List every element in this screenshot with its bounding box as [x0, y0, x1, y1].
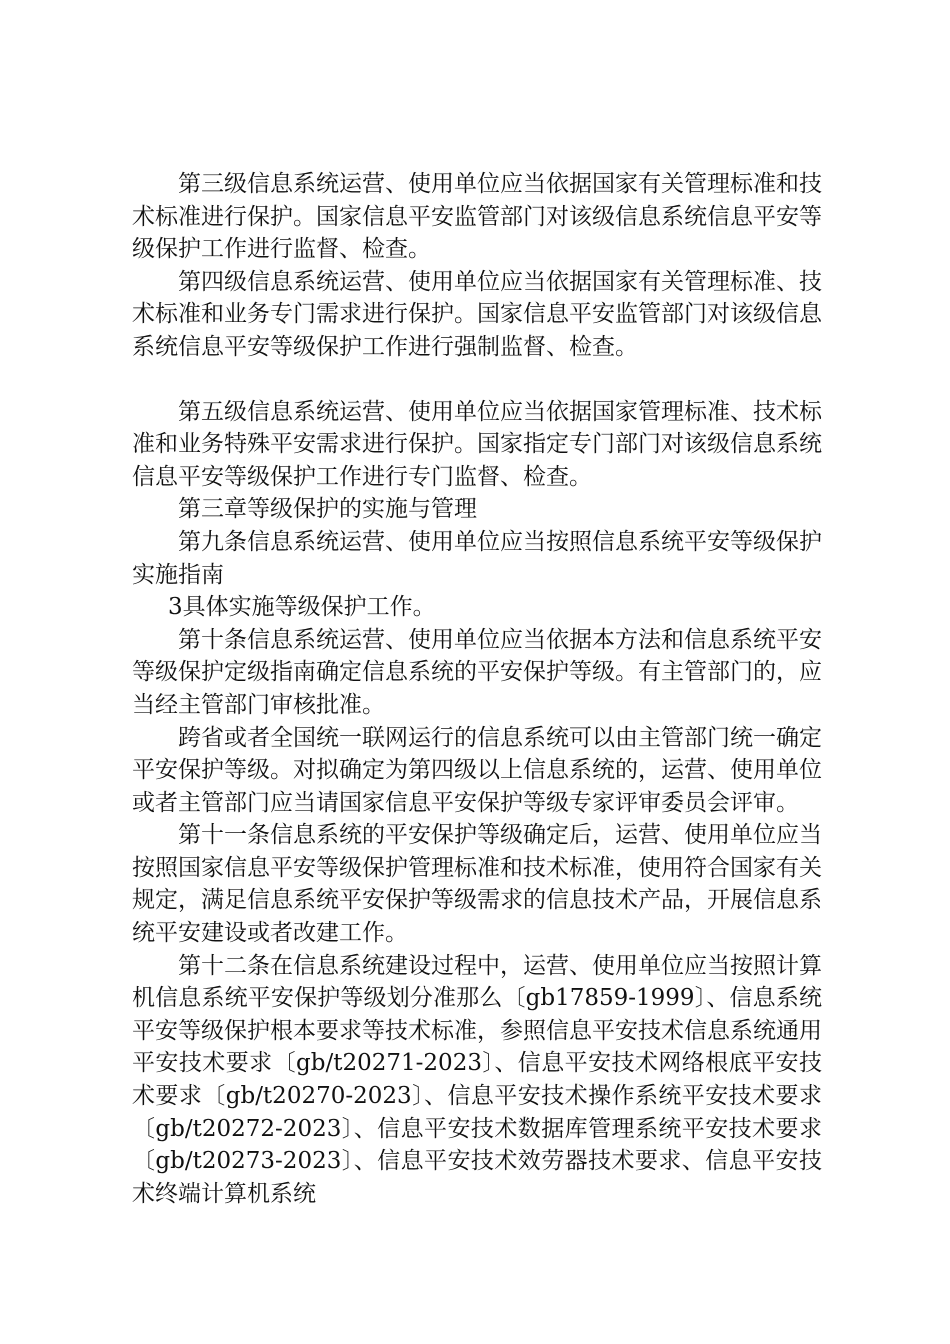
- document-body: [132, 168, 822, 1210]
- paragraph-level-three: 第三级信息系统运营、使用单位应当依据国家有关管理标准和技术标准进行保护。国家信息平安监管部门对该级信息系统信息平安等级保护工作进行监督、检查。: [132, 171, 822, 263]
- paragraph-implementation: 3具体实施等级保护工作。: [168, 594, 436, 621]
- paragraph-level-five: 第五级信息系统运营、使用单位应当依据国家管理标准、技术标准和业务特殊平安需求进行保护。国家指定专门部门对该级信息系统信息平安等级保护工作进行专门监督、检查。: [132, 398, 822, 490]
- paragraph-level-four: 第四级信息系统运营、使用单位应当依据国家有关管理标准、技术标准和业务专门需求进行保护。国家信息平安监管部门对该级信息系统信息平安等级保护工作进行强制监督、检查。: [132, 268, 822, 360]
- chapter-heading: 第三章等级保护的实施与管理: [178, 496, 477, 523]
- paragraph-article-eleven: 第十一条信息系统的平安保护等级确定后，运营、使用单位应当按照国家信息平安等级保护管理标准和技术标准，使用符合国家有关规定，满足信息系统平安保护等级需求的信息技术产品，开展信息系统平安建设或者改建工作。: [132, 822, 822, 947]
- paragraph-cross-province: 跨省或者全国统一联网运行的信息系统可以由主管部门统一确定平安保护等级。对拟确定为第四级以上信息系统的，运营、使用单位或者主管部门应当请国家信息平安保护等级专家评审委员会评审。: [132, 724, 822, 816]
- paragraph-article-nine: 第九条信息系统运营、使用单位应当按照信息系统平安等级保护实施指南: [132, 528, 822, 588]
- paragraph-article-ten: 第十条信息系统运营、使用单位应当依据本方法和信息系统平安等级保护定级指南确定信息系统的平安保护等级。有主管部门的，应当经主管部门审核批准。: [132, 626, 822, 718]
- paragraph-article-twelve: 第十二条在信息系统建设过程中，运营、使用单位应当按照计算机信息系统平安保护等级划分准那么〔gb17859-1999〕、信息系统平安等级保护根本要求等技术标准，参照信息平安技术信息系统通用平安技术要求〔gb/t20271-2023〕、信息平安技术网络根底平安技术要求〔gb/t20270-2023〕、信息平安技术操作系统平安技术要求〔gb/t20272-2023〕、信息平安技术数据库管理系统平安技术要求〔gb/t20273-2023〕、信息平安技术效劳器技术要求、信息平安技术终端计算机系统: [132, 952, 822, 1207]
